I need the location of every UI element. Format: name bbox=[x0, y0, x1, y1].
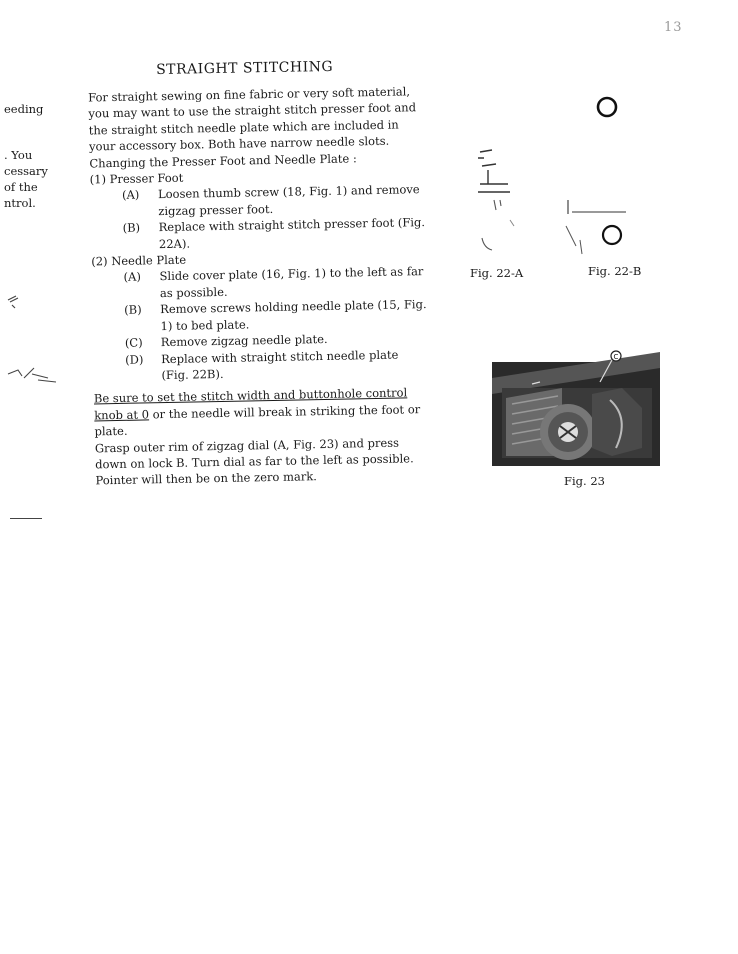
main-text-column bbox=[62, 83, 432, 490]
section-label-presser-foot: (1) Presser Foot bbox=[89, 170, 184, 187]
warning-paragraph bbox=[68, 384, 431, 440]
step-text: Replace with straight stitch needle plate (Fig. 22B). bbox=[161, 347, 399, 383]
changing-heading: Changing the Presser Foot and Needle Plate : bbox=[89, 150, 357, 171]
warning-underlined: Be sure to set the stitch width and buttonhole control knob at 0 bbox=[93, 385, 408, 423]
page-title: STRAIGHT STITCHING bbox=[156, 58, 334, 78]
fig-22b-caption: Fig. 22-B bbox=[588, 264, 642, 278]
grasp-paragraph: Grasp outer rim of zigzag dial (A, Fig. 23) and press down on lock B. Turn dial as far to the left as possible. Pointer will then be on the zero mark. bbox=[94, 435, 414, 488]
margin-fragment: . You bbox=[4, 148, 33, 162]
margin-fragment: cessary bbox=[4, 164, 48, 178]
ring-mark bbox=[594, 94, 620, 120]
step-text: Replace with straight stitch presser foot (Fig. 22A). bbox=[158, 215, 426, 251]
intro-paragraph: For straight sewing on fine fabric or very soft material, you may want to use the straight stitch presser foot and the straight stitch needle plate which are included in your accessory box. Both have narrow needle slots. bbox=[88, 84, 417, 154]
fig-23-photo bbox=[492, 348, 660, 466]
margin-fragment: ntrol. bbox=[4, 196, 36, 210]
step-item bbox=[65, 214, 428, 254]
step-key: (C) bbox=[124, 335, 143, 350]
step-key: (A) bbox=[121, 187, 140, 203]
margin-rule bbox=[10, 518, 42, 519]
step-key: (D) bbox=[125, 351, 144, 367]
step-text: Remove screws holding needle plate (15, Fig. 1) to bed plate. bbox=[160, 297, 427, 333]
step-item bbox=[67, 346, 430, 386]
fig-23-callout-c: C bbox=[613, 353, 619, 361]
step-text: Remove zigzag needle plate. bbox=[160, 332, 328, 350]
fig-22b-drawing bbox=[562, 190, 652, 270]
step-key: (B) bbox=[124, 302, 142, 318]
step-text: Loosen thumb screw (18, Fig. 1) and remove zigzag presser foot. bbox=[157, 182, 420, 219]
step-key: (A) bbox=[123, 269, 142, 285]
margin-sketch-mark bbox=[4, 292, 28, 312]
fig-23-caption: Fig. 23 bbox=[564, 474, 605, 488]
margin-fragment: of the bbox=[4, 180, 38, 194]
fig-22a-drawing bbox=[474, 140, 534, 260]
fig-22a-caption: Fig. 22-A bbox=[470, 266, 524, 280]
page-number: 13 bbox=[664, 20, 683, 35]
section-label-needle-plate: (2) Needle Plate bbox=[91, 252, 187, 269]
margin-sketch-mark bbox=[4, 360, 60, 386]
step-key: (B) bbox=[122, 220, 141, 236]
warning-rest: or the needle will break in striking the foot or plate. bbox=[94, 401, 421, 439]
margin-fragment: eeding bbox=[4, 102, 44, 116]
step-text: Slide cover plate (16, Fig. 1) to the left as far as possible. bbox=[159, 264, 424, 301]
